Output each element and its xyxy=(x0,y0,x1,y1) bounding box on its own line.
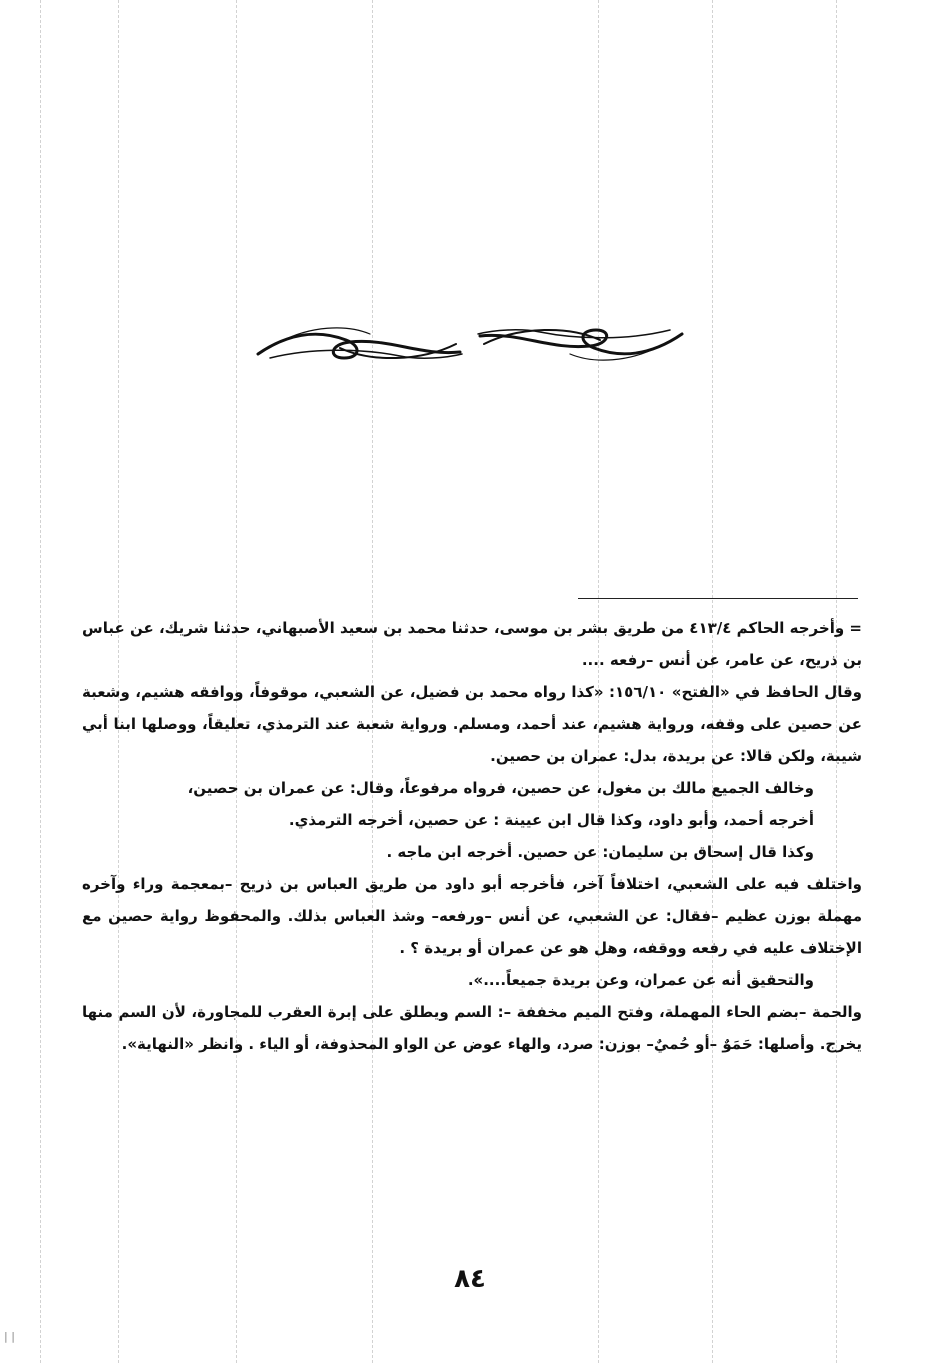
footnote-separator xyxy=(578,598,858,599)
footnote-paragraph: والتحقيق أنه عن عمران، وعن بريدة جميعاً....». xyxy=(467,971,814,989)
footnote-paragraph: والحمة –بضم الحاء المهملة، وفتح الميم مخففة –: السم ويطلق على إبرة العقرب للمجاورة، لأن السم منها يخرج. وأصلها: حَمَوٌ –أو حُميٌ– بوزن: صرد، والهاء عوض عن الواو المحذوفة، أو الياء . وانظر «النهاية». xyxy=(82,1003,862,1053)
footnote-paragraph: = وأخرجه الحاكم ٤١٣/٤ من طريق بشر بن موسى، حدثنا محمد بن سعيد الأصبهاني، حدثنا شريك، عن عباس بن ذريح، عن عامر، عن أنس –رفعه .... xyxy=(82,619,862,669)
footnote-paragraph: أخرجه أحمد، وأبو داود، وكذا قال ابن عيينة : عن حصين، أخرجه الترمذي. xyxy=(288,811,814,829)
scan-guide-line xyxy=(40,0,41,1363)
page-number: ٨٤ xyxy=(454,1264,486,1294)
footnote-paragraph: وكذا قال إسحاق بن سليمان: عن حصين. أخرجه ابن ماجه . xyxy=(386,843,814,861)
footnote-paragraph: وقال الحافظ في «الفتح» ١٥٦/١٠: «كذا رواه محمد بن فضيل، عن الشعبي، موقوفاً، ووافقه هشيم، وشعبة عن حصين على وقفه، ورواية هشيم، عند أحمد، ومسلم. ورواية شعبة عند الترمذي، تعليقاً، ووصلها ابنا أبي شيبة، ولكن قالا: عن بريدة، بدل: عمران بن حصين. xyxy=(82,683,862,765)
scan-edge-marks: | | xyxy=(4,1330,15,1343)
footnote-paragraph: وخالف الجميع مالك بن مغول، عن حصين، فرواه مرفوعاً، وقال: عن عمران بن حصين، xyxy=(187,779,814,797)
footnotes-block xyxy=(82,612,862,1060)
calligraphic-flourish-icon xyxy=(250,318,690,370)
footnote-paragraph: واختلف فيه على الشعبي، اختلافاً آخر، فأخرجه أبو داود من طريق العباس بن ذريح –بمعجمة وراء وآخره مهملة بوزن عظيم –فقال: عن الشعبي، عن أنس –ورفعه– وشذ العباس بذلك. والمحفوظ رواية حصين مع الإختلاف عليه في رفعه ووقفه، وهل هو عن عمران أو بريدة ؟ . xyxy=(82,875,862,957)
